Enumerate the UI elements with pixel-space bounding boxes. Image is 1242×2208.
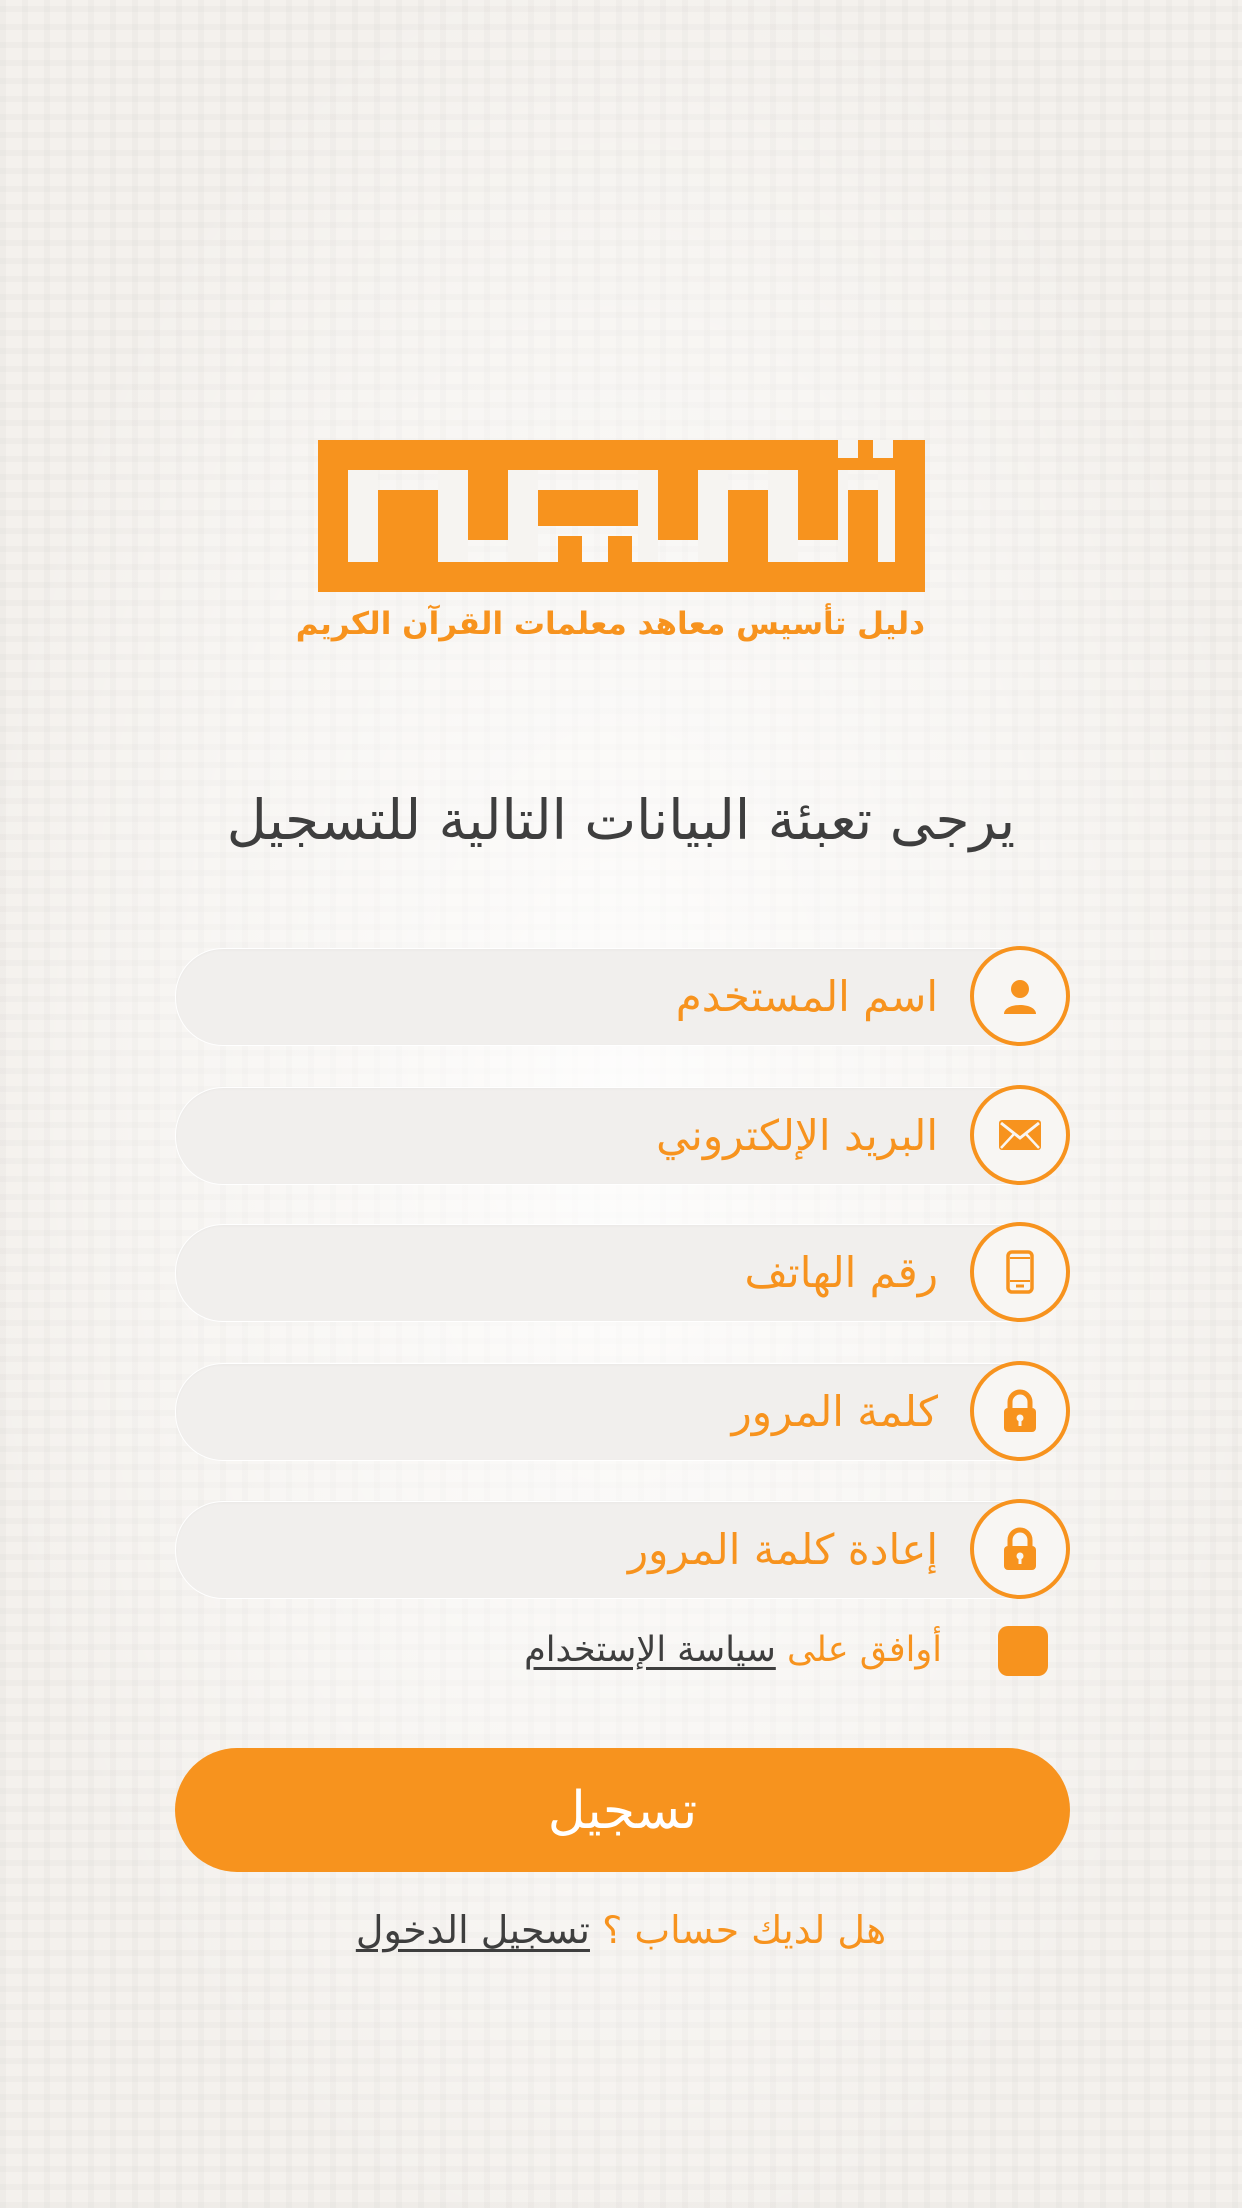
usage-policy-link[interactable]: سياسة الإستخدام — [524, 1630, 776, 1670]
lock-icon — [1002, 1527, 1038, 1571]
email-icon-badge — [970, 1085, 1070, 1185]
envelope-icon — [998, 1119, 1042, 1151]
tasis-kufic-logo-mark — [318, 440, 925, 600]
logo-subtitle: دليل تأسيس معاهد معلمات القرآن الكريم — [295, 606, 925, 642]
agree-label: أوافق على — [786, 1630, 942, 1670]
phone-field[interactable] — [175, 1224, 1070, 1322]
username-placeholder: اسم المستخدم — [675, 972, 938, 1021]
email-placeholder: البريد الإلكتروني — [656, 1111, 938, 1160]
phone-icon — [1006, 1250, 1034, 1294]
login-link[interactable]: تسجيل الدخول — [355, 1908, 590, 1952]
have-account-text: هل لديك حساب ؟ — [602, 1908, 887, 1952]
user-icon — [1000, 976, 1040, 1016]
lock-icon — [1002, 1389, 1038, 1433]
password-icon-badge — [970, 1361, 1070, 1461]
password-field[interactable] — [175, 1363, 1070, 1461]
confirm-password-icon-badge — [970, 1499, 1070, 1599]
login-prompt-row — [140, 1900, 1102, 1960]
username-field[interactable] — [175, 948, 1070, 1046]
terms-checkbox[interactable] — [998, 1626, 1048, 1676]
confirm-password-field[interactable] — [175, 1501, 1070, 1599]
confirm-password-placeholder: إعادة كلمة المرور — [627, 1525, 938, 1574]
register-button[interactable]: تسجيل — [175, 1748, 1070, 1872]
terms-agreement-text — [524, 1622, 942, 1678]
phone-icon-badge — [970, 1222, 1070, 1322]
phone-placeholder: رقم الهاتف — [744, 1248, 938, 1297]
username-icon-badge — [970, 946, 1070, 1046]
email-field[interactable] — [175, 1087, 1070, 1185]
terms-agreement-row — [500, 1622, 1100, 1678]
form-heading: يرجى تعبئة البيانات التالية للتسجيل — [226, 788, 1016, 852]
password-placeholder: كلمة المرور — [731, 1387, 938, 1436]
